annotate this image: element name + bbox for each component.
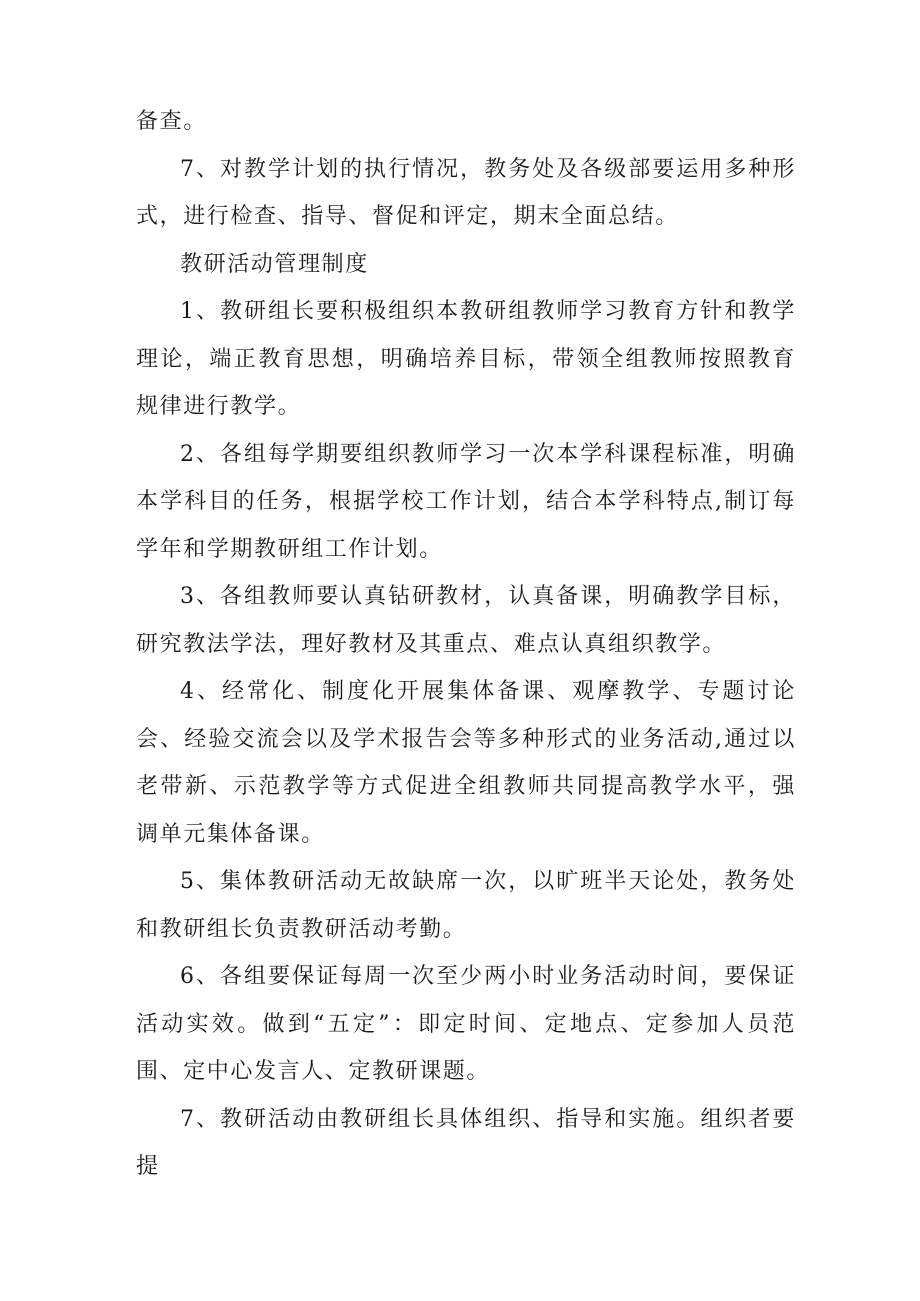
paragraph-item-4: 4、经常化、制度化开展集体备课、观摩教学、专题讨论会、经验交流会以及学术报告会等多种形式的业务活动,通过以老带新、示范教学等方式促进全组教师共同提高教学水平，强调单元集体备课。 bbox=[136, 679, 796, 847]
paragraph-item-7: 7、教研活动由教研组长具体组织、指导和实施。组织者要提 bbox=[136, 1106, 796, 1179]
document-body bbox=[136, 98, 796, 1191]
paragraph-item-6: 6、各组要保证每周一次至少两小时业务活动时间，要保证活动实效。做到“五定”：即定时间、定地点、定参加人员范围、定中心发言人、定教研课题。 bbox=[136, 964, 796, 1084]
paragraph-item-3: 3、各组教师要认真钻研教材，认真备课，明确教学目标，研究教法学法，理好教材及其重点、难点认真组织教学。 bbox=[136, 584, 796, 657]
paragraph-item-1: 1、教研组长要积极组织本教研组教师学习教育方针和教学理论，端正教育思想，明确培养目标，带领全组教师按照教育规律进行教学。 bbox=[136, 299, 796, 419]
paragraph-item-5: 5、集体教研活动无故缺席一次，以旷班半天论处，教务处和教研组长负责教研活动考勤。 bbox=[136, 869, 796, 942]
paragraph-item-2: 2、各组每学期要组织教师学习一次本学科课程标准，明确本学科目的任务，根据学校工作计划，结合本学科特点,制订每学年和学期教研组工作计划。 bbox=[136, 441, 796, 562]
paragraph-continuation: 备查。 bbox=[136, 109, 207, 134]
paragraph-item-7-plan-execution: 7、对教学计划的执行情况，教务处及各级部要运用多种形式，进行检查、指导、督促和评定，期末全面总结。 bbox=[136, 156, 796, 229]
section-heading: 教研活动管理制度 bbox=[180, 251, 369, 277]
